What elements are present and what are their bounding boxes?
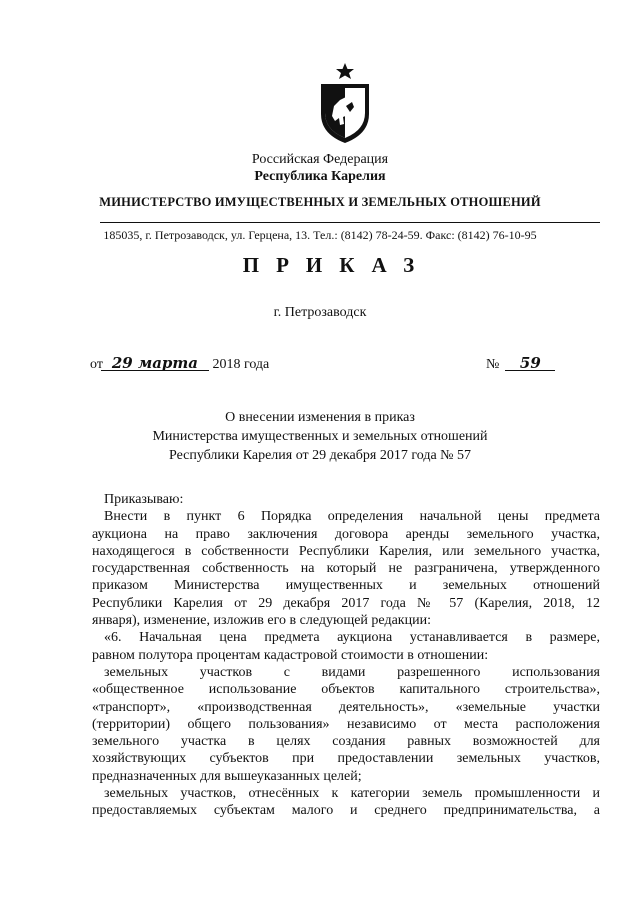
body-line: «6. Начальная цена предмета аукциона устанавливается в размере, [104, 630, 600, 646]
ministry-name: МИНИСТЕРСТВО ИМУЩЕСТВЕННЫХ И ЗЕМЕЛЬНЫХ ОТНОШЕНИЙ [99, 195, 541, 209]
subject-line: Министерства имущественных и земельных отношений [152, 429, 488, 444]
body-line: равном полутора процентам кадастровой стоимости в отношении: [92, 647, 489, 663]
body-line: аукциона на право заключения договора аренды земельного участка, [92, 526, 600, 542]
body-line: хозяйствующих субъектов при предоставлении земельных участков, [92, 751, 600, 767]
body-line: января), изменение, изложив его в следующей редакции: [92, 613, 431, 629]
body-line: «общественное использование объектов капитального строительства», [92, 682, 600, 698]
order-subject [0, 408, 640, 465]
body-line: Республики Карелия от 29 декабря 2017 года № 57 (Карелия, 2018, 12 [92, 595, 600, 611]
body-line: земельных участков с видами разрешенного использования [104, 664, 600, 680]
handwritten-date: 29 марта [101, 356, 209, 371]
body-line: Внести в пункт 6 Порядка определения начальной цены предмета [104, 509, 600, 525]
date-suffix: 2018 года [208, 357, 270, 372]
body-line: «транспорт», «производственная деятельность», «земельные участки [92, 699, 600, 715]
order-city: г. Петрозаводск [273, 305, 367, 320]
ministry-address: 185035, г. Петрозаводск, ул. Герцена, 13. Тел.: (8142) 78-24-59. Факс: (8142) 76-10-95 [103, 228, 537, 242]
body-line: земельных участков, отнесённых к категории земель промышленности и [104, 786, 600, 802]
header-divider [100, 222, 600, 223]
body-line: предоставляемых субъектам малого и среднего предпринимательства, а [92, 803, 600, 819]
country-name: Российская Федерация [251, 152, 389, 167]
order-date [90, 356, 269, 373]
order-number [486, 356, 555, 373]
body-line: приказом Министерства имущественных и земельных отношений [92, 578, 600, 594]
republic-name: Республика Карелия [254, 169, 386, 184]
karelia-coat-of-arms-icon [316, 62, 374, 144]
body-line: находящегося в собственности Республики Карелия, или земельного участка, [92, 543, 600, 559]
body-line: (территории) общего пользования» независимо от места расположения [92, 716, 600, 732]
subject-line: Республики Карелия от 29 декабря 2017 года № 57 [168, 448, 472, 463]
body-line: государственная собственность на который не разграничена, утвержденного [92, 561, 600, 577]
handwritten-number: 59 [505, 356, 555, 371]
order-title: ПРИКАЗ [242, 253, 432, 277]
body-line: предназначенных для вышеуказанных целей; [92, 768, 362, 784]
subject-line: О внесении изменения в приказ [225, 410, 415, 425]
date-prefix: от [90, 357, 103, 372]
body-line: Приказываю: [104, 492, 184, 507]
number-label: № [486, 357, 500, 372]
order-body [92, 491, 600, 820]
body-line: земельного участка в целях создания равных возможностей для [92, 734, 600, 750]
